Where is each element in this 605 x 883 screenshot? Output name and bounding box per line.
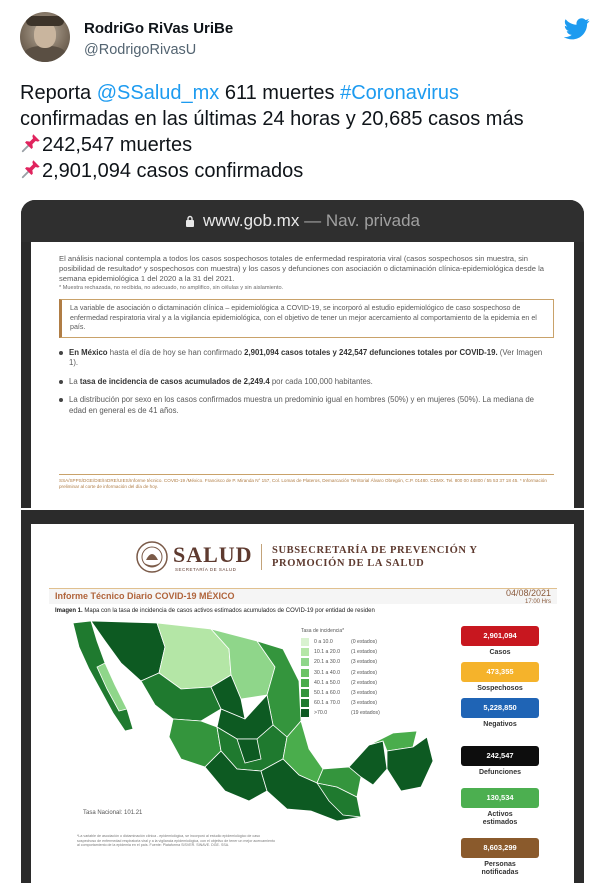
report-title: Informe Técnico Diario COVID-19 MÉXICO bbox=[55, 591, 235, 601]
document-bullets bbox=[59, 348, 562, 417]
legend-row: 50.1 a 60.0 (3 estados) bbox=[301, 688, 411, 698]
mention-link[interactable]: @SSalud_mx bbox=[96, 82, 220, 104]
legend-row: 40.1 a 50.0 (2 estados) bbox=[301, 678, 411, 688]
hashtag-link[interactable]: #Coronavirus bbox=[340, 82, 460, 104]
stat-casos bbox=[461, 626, 539, 657]
legend-swatch bbox=[301, 669, 309, 677]
pushpin-icon bbox=[20, 158, 42, 180]
stat-label: Sospechosos bbox=[477, 685, 523, 692]
tweet-line-2: confirmadas en las últimas 24 horas y 20,685 casos más bbox=[20, 108, 524, 130]
stat-label: Personas notificadas bbox=[481, 861, 519, 876]
stat-label: Activos estimados bbox=[482, 811, 518, 826]
report-slide bbox=[31, 524, 574, 883]
legend-row: 20.1 a 30.0 (3 estados) bbox=[301, 657, 411, 667]
bullet-item: La tasa de incidencia de casos acumulados de 2,249.4 por cada 100,000 habitantes. bbox=[59, 377, 549, 388]
document-note: * Muestra rechazada, no recibida, no adecuado, no amplifico, sin células y sin aislamiento. bbox=[59, 285, 284, 291]
avatar[interactable] bbox=[20, 12, 70, 62]
tweet-line-3: 242,547 muertes bbox=[42, 134, 193, 156]
legend-row: 30.1 a 40.0 (2 estados) bbox=[301, 668, 411, 678]
legend-swatch bbox=[301, 638, 309, 646]
legend-title: Tasa de incidencia* bbox=[301, 628, 345, 634]
stat-value: 5,228,850 bbox=[461, 698, 539, 718]
document-page bbox=[31, 242, 574, 508]
stat-sospechosos bbox=[461, 662, 539, 693]
bullet-item: En México hasta el día de hoy se han confirmado 2,901,094 casos totales y 242,547 defunciones totales por COVID-19. (Ver Imagen 1). bbox=[59, 348, 549, 369]
legend-row: 60.1 a 70.0 (3 estados) bbox=[301, 698, 411, 708]
stat-label: Negativos bbox=[483, 721, 517, 728]
legend-swatch bbox=[301, 709, 309, 717]
tweet-image-1[interactable] bbox=[21, 200, 584, 508]
tweet-header bbox=[20, 12, 590, 68]
stat-value: 242,547 bbox=[461, 746, 539, 766]
browser-url-bar bbox=[21, 200, 584, 242]
stat-value: 473,355 bbox=[461, 662, 539, 682]
mexico-emblem-icon bbox=[135, 540, 169, 574]
header-divider bbox=[261, 544, 262, 570]
legend-row: >70.0 (19 estados) bbox=[301, 708, 411, 718]
report-date: 04/08/2021 17:00 Hrs bbox=[505, 588, 551, 605]
stat-value: 8,603,299 bbox=[461, 838, 539, 858]
stat-activos bbox=[461, 788, 539, 827]
stat-defunciones bbox=[461, 746, 539, 777]
document-callout: La variable de asociación o dictaminación clínica – epidemiológica a COVID-19, se incorporó al estudio epidemiológico de caso sospechoso de enfermedad respiratoria viral y a la vigilancia epidemiológica, con el objetivo de tener un mejor acercamiento al comportamiento de la epidemia en el país. bbox=[59, 299, 554, 338]
stat-value: 130,534 bbox=[461, 788, 539, 808]
legend-row: 10.1 a 20.0 (1 estados) bbox=[301, 647, 411, 657]
browser-separator: — bbox=[299, 211, 326, 230]
salud-logo-text: SALUD bbox=[173, 542, 253, 567]
browser-domain: www.gob.mx bbox=[202, 211, 300, 230]
report-title-bar bbox=[49, 588, 557, 604]
subsecretaria-title: SUBSECRETARÍA DE PREVENCIÓN Y PROMOCIÓN DE LA SALUD bbox=[272, 545, 478, 569]
bullet-item: La distribución por sexo en los casos confirmados muestra un predominio igual en hombres (50%) y en mujeres (50%). La mediana de edad en general es de 41 años. bbox=[59, 395, 549, 416]
stat-label: Defunciones bbox=[478, 769, 521, 776]
lock-icon bbox=[185, 215, 195, 227]
slide-footnote: *La variable de asociación o dictaminación clínica - epidemiológica, se incorporó al estudio epidemiológico de caso sospechoso de enfermedad respiratoria viral y a la vigilancia epidemiológica, con el objetivo de tener un mejor acercamiento al comportamiento de la epidemia en el país. Fuente: Plataforma SISVER. SINAVE. DGE. SSA. bbox=[77, 834, 275, 848]
twitter-bird-icon[interactable] bbox=[564, 18, 590, 40]
browser-private-mode: Nav. privada bbox=[325, 211, 420, 230]
stat-negativos bbox=[461, 698, 539, 729]
user-handle[interactable]: @RodrigoRivasU bbox=[84, 42, 197, 58]
salud-logo-subtitle: SECRETARÍA DE SALUD bbox=[175, 567, 237, 572]
tweet-image-2[interactable] bbox=[21, 510, 584, 883]
tweet-text bbox=[20, 80, 585, 184]
legend-swatch bbox=[301, 689, 309, 697]
stat-label: Casos bbox=[489, 649, 511, 656]
tweet-text-middle: 611 muertes bbox=[219, 82, 341, 104]
legend-swatch bbox=[301, 658, 309, 666]
tasa-nacional: Tasa Nacional: 101.21 bbox=[83, 810, 143, 816]
document-footer: SSA/SPPS/DGE/DIE/InDRE/UIES/Informe técnico. COVID-19 /México. Francisco de P. Miranda N° 157, Col. Lomas de Plateros, Demarcación Territorial Álvaro Obregón, C.P. 01480. CDMX. Tel. 800 00 44800 / 55 53 37 18 45. * Información preliminar al corte de información del día de hoy. bbox=[59, 474, 554, 490]
pushpin-icon bbox=[20, 132, 42, 154]
document-paragraph: El análisis nacional contempla a todos los casos sospechosos totales de enfermedad respiratoria viral (casos sospechosos sin muestra, sin posibilidad de resultado* y sospechosos con muestra) y los casos y defunciones con asociación o dictaminación clínica-epidemiológica desde la semana epidemiológica 1 del 2020 a la 31 del 2021. bbox=[59, 254, 545, 283]
legend-swatch bbox=[301, 699, 309, 707]
map-legend bbox=[301, 628, 411, 719]
legend-swatch bbox=[301, 648, 309, 656]
tweet-text-prefix: Reporta bbox=[20, 82, 97, 104]
stat-value: 2,901,094 bbox=[461, 626, 539, 646]
tweet-line-4: 2,901,094 casos confirmados bbox=[42, 160, 304, 182]
stat-notificadas bbox=[461, 838, 539, 877]
legend-row: 0 a 10.0 (0 estados) bbox=[301, 637, 411, 647]
display-name[interactable]: RodriGo RiVas UriBe bbox=[84, 20, 234, 37]
map-caption: Imagen 1. Mapa con la tasa de incidencia de casos activos estimados acumulados de COVID-19 por entidad de residen bbox=[55, 608, 375, 614]
legend-swatch bbox=[301, 679, 309, 687]
